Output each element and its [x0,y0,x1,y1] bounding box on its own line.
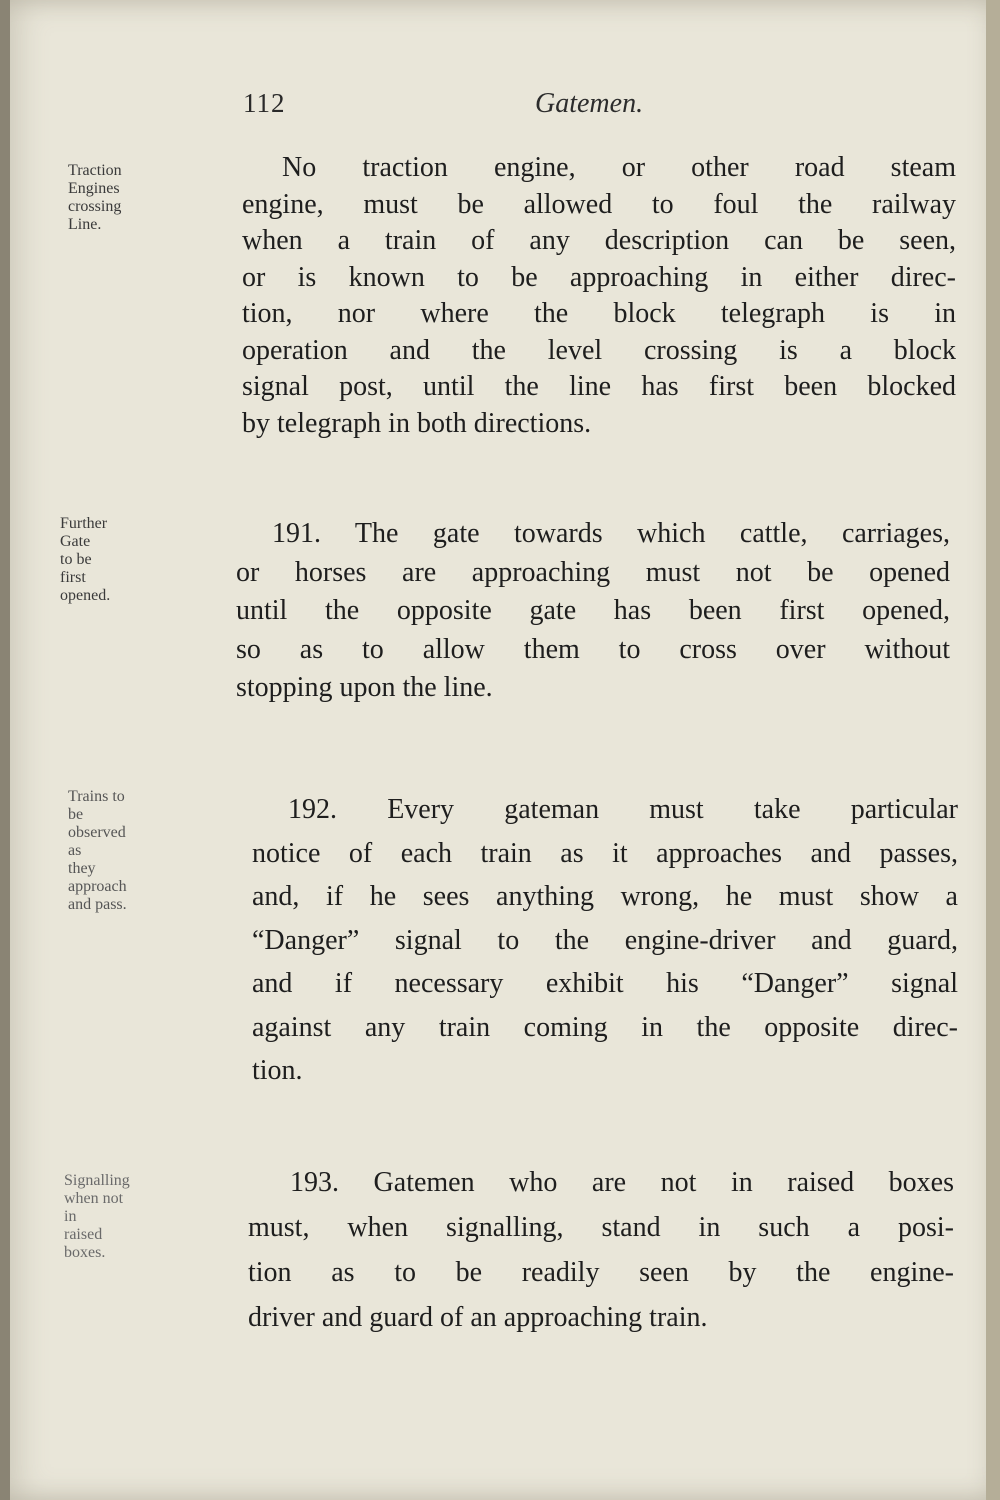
text-line: signal post, until the line has first been blocked [242,371,956,402]
text-line: stopping upon the line. [236,672,493,703]
side-note-traction: Traction Engines crossing Line. [68,162,122,233]
side-note-further-gate: Further Gate to be first opened. [60,515,111,604]
text-line: notice of each train as it approaches and passes, [252,837,958,869]
text-line: tion, nor where the block telegraph is in [242,298,956,329]
text-line: 191. The gate towards which cattle, carriages, [272,518,950,549]
page-gutter-edge [0,0,10,1500]
rule-text-191 [236,515,950,708]
text-line: 193. Gatemen who are not in raised boxes [290,1167,954,1198]
running-head [0,88,1000,128]
text-line: and, if he sees anything wrong, he must show a [252,881,958,912]
text-line: operation and the level crossing is a block [242,334,956,366]
text-line: against any train coming in the opposite direc- [252,1011,958,1043]
side-note-signalling: Signalling when not in raised boxes. [64,1172,130,1261]
text-line: tion as to be readily seen by the engine- [248,1257,954,1288]
rule-text-192 [252,788,958,1093]
text-line: or horses are approaching must not be opened [236,556,950,588]
text-line: or is known to be approaching in either direc- [242,261,956,293]
text-line: until the opposite gate has been first opened, [236,595,950,626]
text-line: and if necessary exhibit his “Danger” signal [252,968,958,999]
text-line: when a train of any description can be seen, [242,225,956,256]
text-line: driver and guard of an approaching train. [248,1302,708,1333]
text-line: must, when signalling, stand in such a posi- [248,1212,954,1243]
side-note-trains-observed: Trains to be observed as they approach and pass. [68,788,127,913]
text-line: “Danger” signal to the engine-driver and guard, [252,924,958,956]
text-line: engine, must be allowed to foul the railway [242,188,956,220]
text-line: tion. [252,1055,303,1086]
text-line: by telegraph in both directions. [242,407,592,439]
text-line: 192. Every gateman must take particular [288,794,958,825]
page-outer-edge [986,0,1000,1500]
rule-text-193 [248,1160,954,1340]
text-line: so as to allow them to cross over without [236,633,950,665]
page-number: 112 [243,88,286,118]
text-line: No traction engine, or other road steam [282,152,956,183]
rule-text-traction [242,150,956,442]
running-title: Gatemen. [535,88,644,119]
